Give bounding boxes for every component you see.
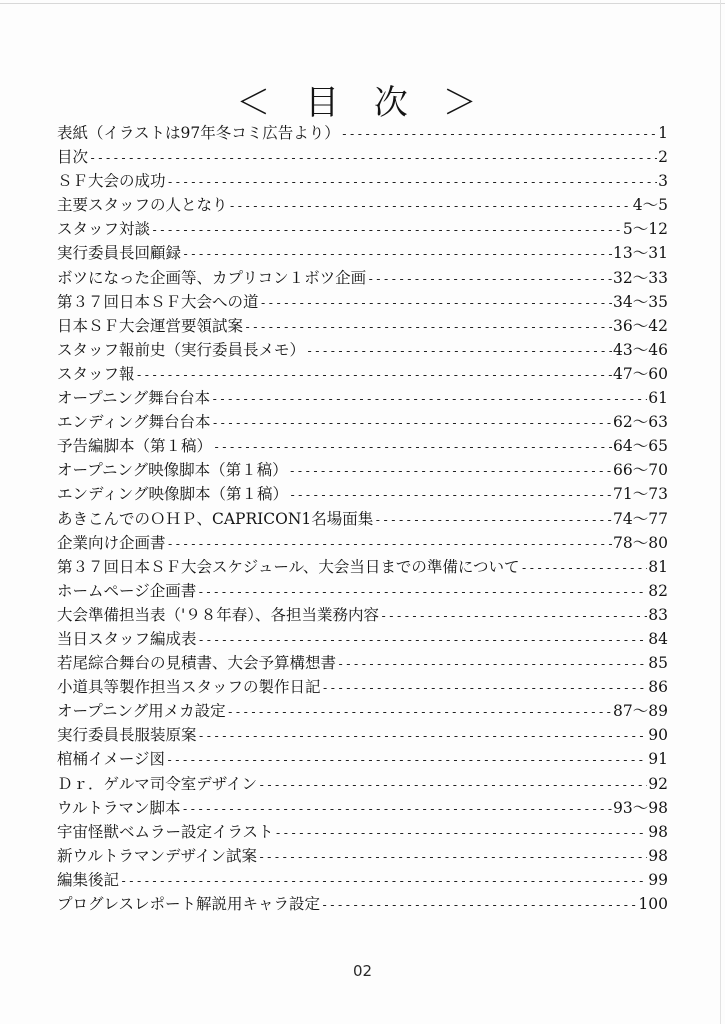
toc-entry-page: 92: [648, 774, 668, 793]
toc-entry-title: ボツになった企画等、カプリコン１ボツ企画: [57, 268, 367, 287]
dash-leader: [197, 580, 647, 604]
toc-entry: [57, 675, 668, 699]
dash-leader: [380, 604, 647, 628]
toc-entry-page: 36〜42: [613, 316, 668, 335]
toc-entry-page: 83: [648, 605, 668, 624]
toc-entry-page: 4〜5: [632, 196, 668, 215]
toc-entry: [57, 507, 668, 531]
toc-entry: [57, 121, 668, 145]
toc-entry: [57, 169, 668, 193]
toc-entry: [57, 579, 668, 603]
toc-entry-page: 93〜98: [613, 798, 668, 817]
toc-entry: [57, 434, 668, 458]
toc-entry-page: 84: [648, 629, 668, 648]
toc-entry-title: プログレスレポート解説用キャラ設定: [57, 895, 321, 913]
toc-entry-title: ウルトラマン脚本: [57, 798, 181, 817]
toc-entry-page: 86: [648, 678, 668, 697]
toc-entry-title: ＳＦ大会の成功: [57, 172, 166, 191]
scan-edge-line: [0, 3, 725, 4]
toc-entry: [57, 844, 668, 868]
dash-leader: [374, 508, 612, 532]
toc-entry: [57, 723, 668, 747]
toc-entry: [57, 627, 668, 651]
toc-entry: [57, 217, 668, 241]
dash-leader: [367, 267, 612, 291]
dash-leader: [213, 435, 612, 459]
toc-entry-title: 目次: [57, 148, 89, 167]
toc-entry: [57, 772, 668, 796]
toc-entry: [57, 145, 668, 169]
toc-entry-title: あきこんでのＯＨＰ、CAPRICON1名場面集: [57, 509, 374, 528]
toc-entry: [57, 314, 668, 338]
toc-entry-page: 98: [648, 846, 668, 865]
toc-entry-title: 実行委員長服装原案: [57, 726, 197, 745]
dash-leader: [289, 459, 612, 483]
dash-leader: [521, 556, 648, 580]
toc-entry-page: 5〜12: [622, 220, 668, 239]
toc-entry-page: 78〜80: [613, 533, 668, 552]
toc-entry-page: 74〜77: [613, 509, 668, 528]
toc-entry: [57, 747, 668, 771]
toc-entry-page: 87〜89: [613, 702, 668, 721]
toc-entry: [57, 892, 668, 916]
toc-entry-title: 小道具等製作担当スタッフの製作日記: [57, 678, 321, 697]
toc-entry-page: 100: [638, 895, 668, 913]
toc-entry: [57, 386, 668, 410]
page-title: ＜ 目 次 ＞: [236, 82, 489, 123]
toc-entry-page: 61: [648, 389, 668, 408]
toc-entry: [57, 482, 668, 506]
toc-entry-page: 66〜70: [613, 461, 668, 480]
dash-leader: [289, 483, 612, 507]
toc-entry-title: 編集後記: [57, 870, 120, 889]
toc-entry-title: Ｄｒ．ゲルマ司令室デザイン: [57, 774, 258, 793]
toc-entry-title: 宇宙怪獣ベムラー設定イラスト: [57, 822, 274, 841]
dash-leader: [136, 363, 613, 387]
toc-entry: [57, 651, 668, 675]
scan-edge-line-right: [720, 0, 721, 1024]
dash-leader: [321, 893, 637, 917]
toc-entry-page: 3: [658, 172, 668, 191]
toc-entry-page: 32〜33: [613, 268, 668, 287]
toc-entry-title: 表紙（イラストは97年冬コミ広告より）: [57, 124, 340, 142]
toc-entry-page: 13〜31: [613, 244, 668, 263]
dash-leader: [198, 628, 648, 652]
toc-entry-page: 82: [648, 581, 668, 600]
toc-entry-title: スタッフ報前史（実行委員長メモ）: [57, 340, 306, 359]
toc-entry: [57, 338, 668, 362]
toc-entry-page: 99: [648, 870, 668, 889]
toc-entry: [57, 458, 668, 482]
dash-leader: [341, 122, 657, 146]
dash-leader: [198, 724, 648, 748]
toc-entry: [57, 362, 668, 386]
dash-leader: [227, 700, 612, 724]
dash-leader: [258, 845, 647, 869]
toc-entry: [57, 868, 668, 892]
dash-leader: [120, 869, 647, 893]
dash-leader: [275, 821, 648, 845]
dash-leader: [151, 218, 622, 242]
toc-entry-title: 日本ＳＦ大会運営要領試案: [57, 316, 244, 335]
toc-entry-title: 第３７回日本ＳＦ大会への道: [57, 292, 259, 311]
toc-entry-title: 当日スタッフ編成表: [57, 629, 197, 648]
toc-entry-title: 実行委員長回顧録: [57, 244, 182, 263]
toc-entry: [57, 699, 668, 723]
toc-entry-title: エンディング舞台台本: [57, 413, 211, 432]
toc-entry: [57, 820, 668, 844]
toc-entry-page: 98: [648, 822, 668, 841]
toc-entry-title: ホームページ企画書: [57, 581, 197, 600]
toc-entry-page: 71〜73: [613, 485, 668, 504]
toc-entry-title: エンディング映像脚本（第１稿）: [57, 485, 288, 504]
toc-entry-title: 第３７回日本ＳＦ大会スケジュール、大会当日までの準備について: [57, 557, 520, 576]
toc-entry-title: 棺桶イメージ図: [57, 750, 166, 769]
toc-entry-title: スタッフ対談: [57, 220, 151, 239]
dash-leader: [166, 748, 647, 772]
dash-leader: [211, 387, 647, 411]
toc-entry-title: オープニング舞台台本: [57, 389, 211, 408]
toc-entry-page: 64〜65: [613, 437, 668, 456]
table-of-contents: [57, 121, 668, 916]
toc-entry-title: オープニング用メカ設定: [57, 702, 226, 721]
dash-leader: [322, 676, 648, 700]
dash-leader: [229, 194, 632, 218]
toc-entry-title: 大会準備担当表（'９８年春）、各担当業務内容: [57, 605, 380, 624]
page-number: 02: [352, 962, 373, 980]
dash-leader: [182, 242, 612, 266]
toc-entry-page: 47〜60: [613, 364, 668, 383]
toc-entry-page: 1: [658, 124, 668, 142]
dash-leader: [211, 411, 612, 435]
toc-entry: [57, 290, 668, 314]
toc-entry: [57, 603, 668, 627]
toc-entry: [57, 241, 668, 265]
dash-leader: [167, 170, 658, 194]
dash-leader: [89, 146, 657, 170]
toc-entry: [57, 796, 668, 820]
toc-entry-title: 予告編脚本（第１稿）: [57, 437, 213, 456]
toc-entry-page: 85: [648, 654, 668, 673]
toc-entry-page: 43〜46: [613, 340, 668, 359]
toc-entry-title: 新ウルトラマンデザイン試案: [57, 846, 257, 865]
toc-entry: [57, 410, 668, 434]
toc-entry: [57, 193, 668, 217]
toc-entry-page: 2: [658, 148, 668, 167]
toc-entry-title: スタッフ報: [57, 364, 135, 383]
toc-entry-page: 90: [648, 726, 668, 745]
toc-entry-page: 81: [648, 557, 668, 576]
dash-leader: [167, 532, 613, 556]
dash-leader: [306, 339, 612, 363]
dash-leader: [182, 797, 613, 821]
toc-entry-page: 91: [648, 750, 668, 769]
dash-leader: [244, 315, 612, 339]
toc-entry-page: 34〜35: [613, 292, 668, 311]
toc-entry-title: 主要スタッフの人となり: [57, 196, 228, 215]
toc-entry-title: 企業向け企画書: [57, 533, 166, 552]
dash-leader: [260, 291, 613, 315]
toc-entry: [57, 531, 668, 555]
toc-entry-page: 62〜63: [613, 413, 668, 432]
toc-entry: [57, 555, 668, 579]
toc-entry: [57, 266, 668, 290]
toc-entry-title: オープニング映像脚本（第１稿）: [57, 461, 288, 480]
dash-leader: [337, 652, 647, 676]
toc-entry-title: 若尾綜合舞台の見積書、大会予算構想書: [57, 654, 337, 673]
dash-leader: [258, 773, 647, 797]
